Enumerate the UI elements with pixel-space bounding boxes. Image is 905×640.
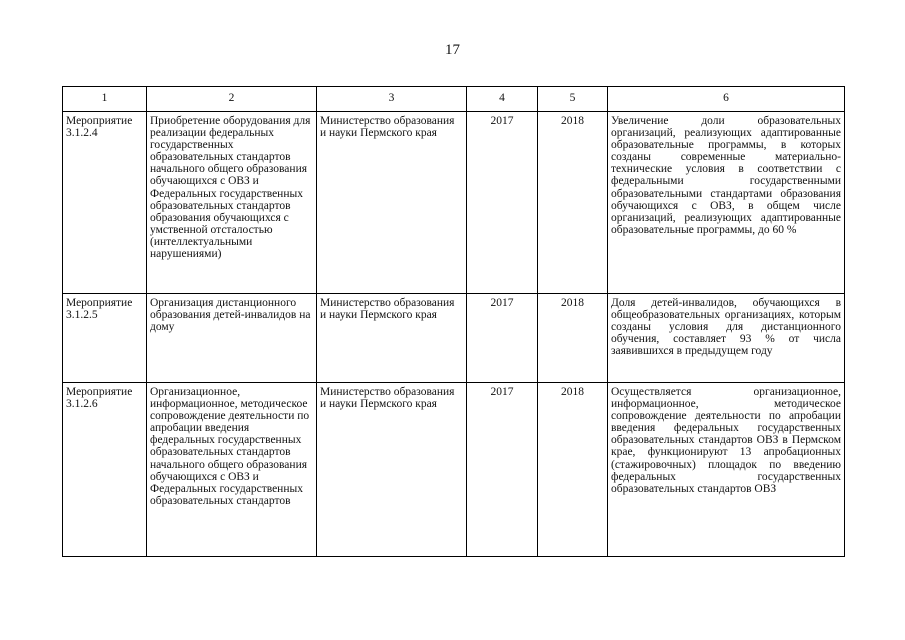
measure-end-year: 2018 <box>538 294 608 383</box>
column-header-2: 2 <box>147 87 317 112</box>
measure-executor: Министерство образования и науки Пермского края <box>317 112 467 294</box>
column-header-3: 3 <box>317 87 467 112</box>
measure-result: Осуществляется организационное, информационное, методическое сопровождение деятельности по апробации введения федеральных государственных образовательных стандартов ОВЗ в Пермском крае, функционируют 13 апробационных (стажировочных) площадок по введению федеральных государственных образовательных стандартов ОВЗ <box>608 383 845 557</box>
measure-start-year: 2017 <box>467 112 538 294</box>
column-header-4: 4 <box>467 87 538 112</box>
measure-id: Мероприятие 3.1.2.6 <box>63 383 147 557</box>
table-row <box>63 294 845 383</box>
table-row <box>63 383 845 557</box>
measure-executor: Министерство образования и науки Пермского края <box>317 383 467 557</box>
table-row <box>63 112 845 294</box>
measure-result: Увеличение доли образовательных организаций, реализующих адаптированные образовательные программы, в которых созданы современные материально-технические условия в соответствии с федеральными государственными образовательными стандартами образования обучающихся с ОВЗ, в общем числе организаций, реализующих адаптированные образовательные программы, до 60 % <box>608 112 845 294</box>
measure-end-year: 2018 <box>538 383 608 557</box>
measure-name: Приобретение оборудования для реализации федеральных государственных образовательных стандартов начального общего образования обучающихся с ОВЗ и Федеральных государственных образовательных стандартов образования обучающихся с умственной отсталостью (интеллектуальными нарушениями) <box>147 112 317 294</box>
column-header-1: 1 <box>63 87 147 112</box>
measure-result: Доля детей-инвалидов, обучающихся в общеобразовательных организациях, которым созданы условия для дистанционного обучения, составляет 93 % от числа заявившихся в предыдущем году <box>608 294 845 383</box>
measure-id: Мероприятие 3.1.2.4 <box>63 112 147 294</box>
measure-name: Организация дистанционного образования детей-инвалидов на дому <box>147 294 317 383</box>
measures-table <box>62 86 845 557</box>
measure-start-year: 2017 <box>467 383 538 557</box>
header-row <box>63 87 845 112</box>
measure-end-year: 2018 <box>538 112 608 294</box>
measure-start-year: 2017 <box>467 294 538 383</box>
column-header-5: 5 <box>538 87 608 112</box>
page-number: 17 <box>445 42 460 58</box>
measure-executor: Министерство образования и науки Пермского края <box>317 294 467 383</box>
measure-id: Мероприятие 3.1.2.5 <box>63 294 147 383</box>
measure-name: Организационное, информационное, методическое сопровождение деятельности по апробации введения федеральных государственных образовательных стандартов начального общего образования обучающихся с ОВЗ и Федеральных государственных образовательных стандартов <box>147 383 317 557</box>
column-header-6: 6 <box>608 87 845 112</box>
